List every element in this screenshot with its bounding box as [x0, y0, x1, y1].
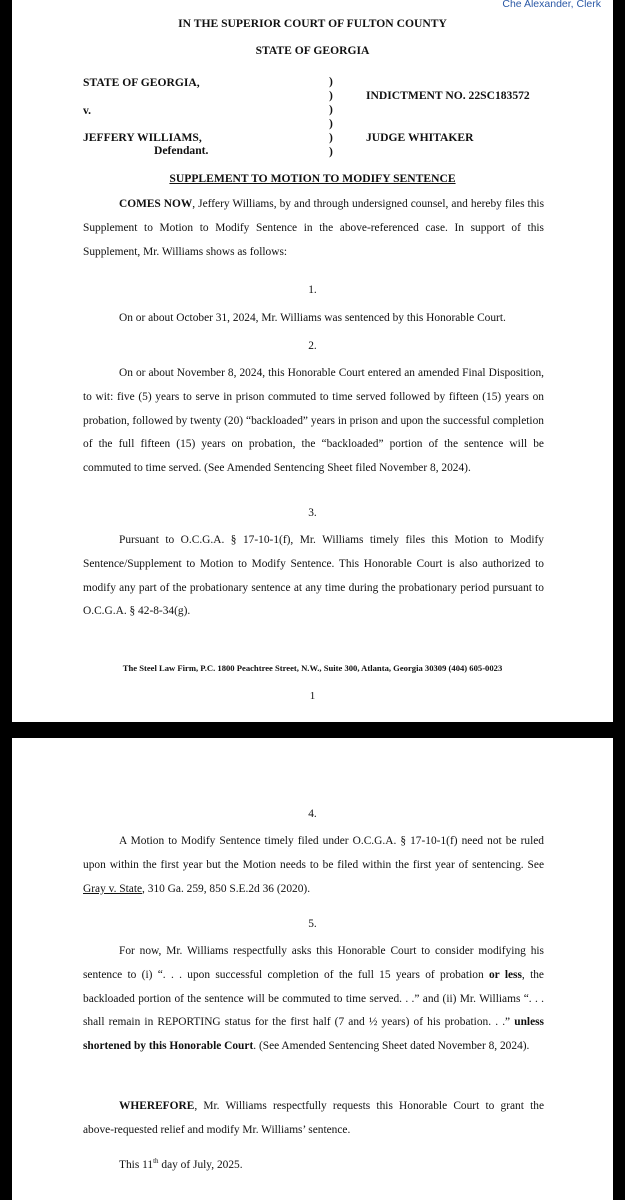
document-page-1 [12, 0, 613, 722]
caption-paren: ) [329, 89, 333, 102]
state-heading: STATE OF GEORGIA [255, 44, 370, 57]
judge-name: JUDGE WHITAKER [366, 131, 474, 144]
versus-label: v. [83, 104, 92, 117]
section-1-paragraph: On or about October 31, 2024, Mr. Williams was sentenced by this Honorable Court. [119, 312, 506, 324]
dated-line: This 11th day of July, 2025. [119, 1157, 243, 1171]
defendant-name: JEFFERY WILLIAMS, [83, 131, 202, 144]
section-3-paragraph: Pursuant to O.C.G.A. § 17-10-1(f), Mr. Williams timely files this Motion to Modify Sentence/Supplement to Motion to Modify Sentence. This Honorable Court is also authorized to modify any part of the probationary sentence at any time during the probationary period pursuant to O.C.G.A. § 42-8-34(g). [83, 534, 544, 618]
section-number: 2. [308, 340, 317, 352]
wherefore-paragraph: WHEREFORE, Mr. Williams respectfully requests this Honorable Court to grant the above-requested relief and modify Mr. Williams’ sentence. [83, 1100, 544, 1136]
section-4-paragraph: A Motion to Modify Sentence timely filed under O.C.G.A. § 17-10-1(f) need not be ruled upon within the first year but the Motion needs to be filed within the first year of sentencing. See Gray v. State, 310 Ga. 259, 850 S.E.2d 36 (2020). [83, 835, 544, 895]
plaintiff-name: STATE OF GEORGIA, [83, 76, 200, 89]
caption-paren: ) [329, 103, 333, 116]
caption-paren: ) [329, 75, 333, 88]
section-5-paragraph: For now, Mr. Williams respectfully asks this Honorable Court to consider modifying his sentence to (i) “. . . upon successful completion of the full 15 years of probation or less, the backloaded portion of the sentence will be commuted to time served. . .” and (ii) Mr. Williams “. . . shall remain in REPORTING status for the first half (7 and ½ years) of his probation. . .” unless shortened by this Honorable Court. (See Amended Sentencing Sheet dated November 8, 2024). [83, 945, 544, 1053]
document-title: SUPPLEMENT TO MOTION TO MODIFY SENTENCE [169, 172, 456, 185]
caption-paren: ) [329, 131, 333, 144]
section-2-paragraph: On or about November 8, 2024, this Honorable Court entered an amended Final Disposition, to wit: five (5) years to serve in prison commuted to time served followed by fifteen (15) years on probation, followed by twenty (20) “backloaded” years in prison and upon the successful completion of the full fifteen (15) years on probation, the “backloaded” portion of the sentence will be commuted to time served. (See Amended Sentencing Sheet filed November 8, 2024). [83, 367, 544, 475]
document-page-2 [12, 738, 613, 1200]
caption-paren: ) [329, 117, 333, 130]
section-number: 3. [308, 507, 317, 519]
section-number: 1. [308, 284, 317, 296]
intro-paragraph: COMES NOW, Jeffery Williams, by and through undersigned counsel, and hereby files this Supplement to Motion to Modify Sentence in the above-referenced case. In support of this Supplement, Mr. Williams shows as follows: [83, 198, 545, 258]
section-number: 5. [308, 918, 317, 930]
clerk-stamp: Che Alexander, Clerk [502, 0, 601, 10]
page-number: 1 [309, 690, 316, 702]
section-number: 4. [308, 808, 317, 820]
case-citation: Gray v. State [83, 882, 143, 895]
court-name: IN THE SUPERIOR COURT OF FULTON COUNTY [178, 17, 447, 30]
caption-paren: ) [329, 145, 333, 158]
law-firm-footer: The Steel Law Firm, P.C. 1800 Peachtree Street, N.W., Suite 300, Atlanta, Georgia 30309 (404) 605-0023 [122, 663, 503, 673]
defendant-role: Defendant. [154, 144, 209, 157]
indictment-number: INDICTMENT NO. 22SC183572 [366, 89, 530, 102]
